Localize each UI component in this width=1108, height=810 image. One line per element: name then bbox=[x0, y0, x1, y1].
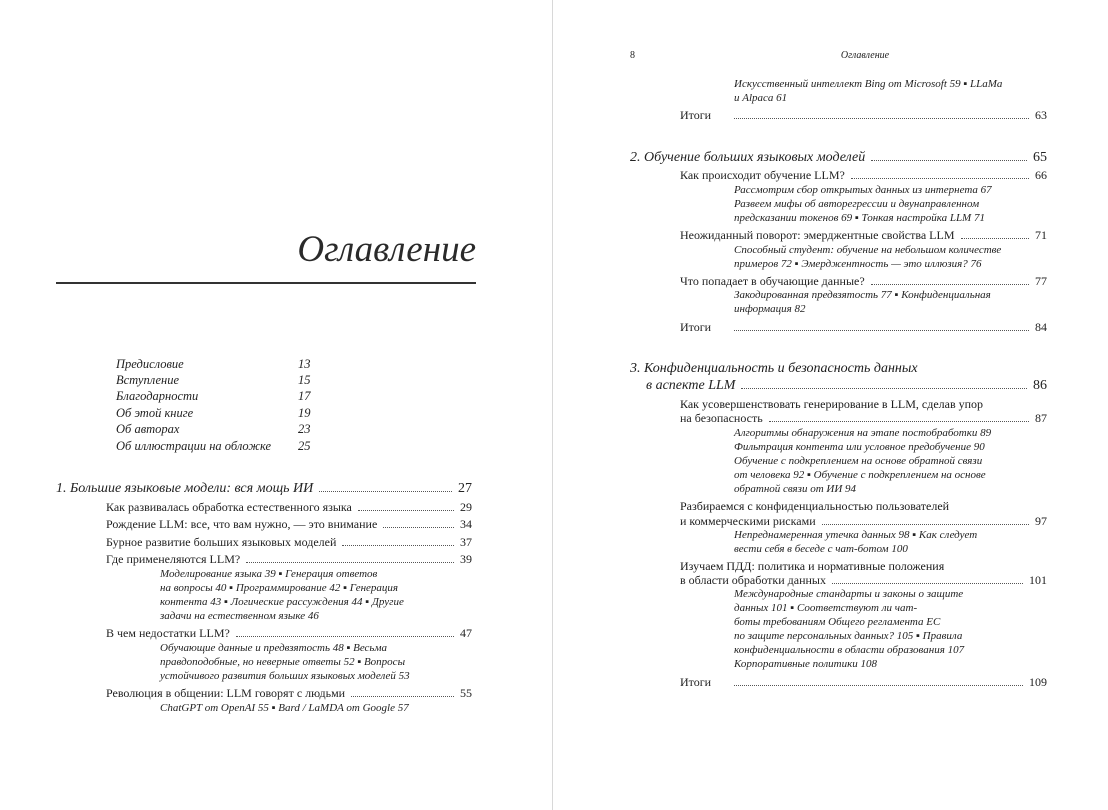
leader-dots bbox=[769, 420, 1029, 422]
chapter-page: 65 bbox=[1033, 150, 1047, 165]
running-header: Оглавление bbox=[840, 50, 890, 61]
chapter-title: 1. Большие языковые модели: вся мощь ИИ bbox=[56, 481, 314, 496]
subsection-line: Моделирование языка 39 ▪ Генерация ответов bbox=[160, 568, 378, 580]
summary-page: 63 bbox=[1035, 108, 1047, 122]
section-entry[interactable] bbox=[680, 573, 1047, 588]
section-page: 101 bbox=[1029, 573, 1047, 587]
section-title: на безопасность bbox=[680, 411, 763, 425]
leader-dots bbox=[734, 117, 1029, 119]
subsection-line: ChatGPT от OpenAI 55 ▪ Bard / LaMDA от Google 57 bbox=[160, 702, 409, 714]
subsection-line: Способный студент: обучение на небольшом количестве bbox=[734, 244, 1002, 256]
front-matter-page: 17 bbox=[298, 389, 311, 403]
section-title-line[interactable]: Изучаем ПДД: политика и нормативные положения bbox=[680, 559, 945, 573]
front-matter-page: 23 bbox=[298, 422, 311, 436]
chapter-page: 27 bbox=[458, 481, 472, 496]
summary-title: Итоги bbox=[680, 320, 712, 334]
front-matter-label[interactable]: Благодарности bbox=[116, 389, 199, 403]
leader-dots bbox=[383, 526, 454, 528]
section-page: 29 bbox=[460, 500, 472, 514]
subsection-line: вести себя в беседе с чат-ботом 100 bbox=[734, 543, 908, 555]
subsection-line: Фильтрация контента или условное предобучение 90 bbox=[734, 441, 985, 453]
subsection-line: информация 82 bbox=[734, 303, 806, 315]
section-page: 47 bbox=[460, 626, 472, 640]
leader-dots bbox=[236, 635, 454, 637]
subsection-line: Рассмотрим сбор открытых данных из интернета 67 bbox=[734, 184, 992, 196]
leader-dots bbox=[961, 237, 1029, 239]
leader-dots bbox=[734, 329, 1029, 331]
section-title: Бурное развитие больших языковых моделей bbox=[106, 535, 337, 549]
subsection-line: Обучение с подкреплением на основе обратной связи bbox=[734, 455, 983, 467]
leader-dots bbox=[832, 582, 1023, 584]
subsection-line: задачи на естественном языке 46 bbox=[160, 610, 319, 622]
subsection-line: предсказании токенов 69 ▪ Тонкая настройка LLM 71 bbox=[734, 212, 985, 224]
summary-entry[interactable] bbox=[680, 108, 1047, 123]
section-title: в области обработки данных bbox=[680, 573, 826, 587]
section-page: 71 bbox=[1035, 228, 1047, 242]
front-matter-label[interactable]: Предисловие bbox=[116, 357, 184, 371]
subsection-line: и Alpaca 61 bbox=[734, 92, 788, 104]
subsection-line: Обучающие данные и предвзятость 48 ▪ Весьма bbox=[160, 642, 387, 654]
subsection-line: данных 101 ▪ Соответствуют ли чат- bbox=[734, 602, 918, 614]
section-entry[interactable] bbox=[680, 228, 1047, 243]
section-page: 87 bbox=[1035, 411, 1047, 425]
page-number: 8 bbox=[630, 50, 635, 61]
leader-dots bbox=[734, 684, 1023, 686]
section-title: Как происходит обучение LLM? bbox=[680, 168, 845, 182]
front-matter-page: 25 bbox=[298, 439, 311, 453]
leader-dots bbox=[342, 544, 454, 546]
chapter-title-line[interactable]: 3. Конфиденциальность и безопасность данных bbox=[630, 361, 918, 376]
section-title-line[interactable]: Как усовершенствовать генерирование в LLM, сделав упор bbox=[680, 397, 984, 411]
front-matter-page: 15 bbox=[298, 373, 311, 387]
subsection-line: Непреднамеренная утечка данных 98 ▪ Как следует bbox=[734, 529, 978, 541]
page-title: Оглавление bbox=[297, 229, 476, 270]
section-entry[interactable] bbox=[106, 626, 472, 641]
subsection-line: Развеем мифы об авторегрессии и двунаправленном bbox=[734, 198, 980, 210]
front-matter-label[interactable]: Вступление bbox=[116, 373, 180, 387]
section-title: и коммерческими рисками bbox=[680, 514, 816, 528]
subsection-line: Алгоритмы обнаружения на этапе постобработки 89 bbox=[734, 427, 992, 439]
subsection-line: обратной связи от ИИ 94 bbox=[734, 483, 857, 495]
section-title: Как развивалась обработка естественного языка bbox=[106, 500, 352, 514]
summary-title: Итоги bbox=[680, 675, 712, 689]
section-entry[interactable] bbox=[106, 535, 472, 550]
section-title: В чем недостатки LLM? bbox=[106, 626, 230, 640]
leader-dots bbox=[246, 561, 454, 563]
front-matter-label[interactable]: Об авторах bbox=[116, 422, 180, 436]
section-page: 34 bbox=[460, 517, 472, 531]
leader-dots bbox=[822, 523, 1029, 525]
subsection-line: от человека 92 ▪ Обучение с подкреплением на основе bbox=[734, 469, 986, 481]
section-page: 55 bbox=[460, 686, 472, 700]
section-title: Где применеляются LLM? bbox=[106, 552, 241, 566]
section-page: 66 bbox=[1035, 168, 1047, 182]
summary-page: 109 bbox=[1029, 675, 1047, 689]
section-entry[interactable] bbox=[680, 274, 1047, 289]
section-entry[interactable] bbox=[106, 552, 472, 567]
leader-dots bbox=[351, 695, 454, 697]
section-title: Что попадает в обучающие данные? bbox=[680, 274, 865, 288]
subsection-line: правдоподобные, но неверные ответы 52 ▪ Вопросы bbox=[160, 656, 406, 668]
subsection-line: Закодированная предвзятость 77 ▪ Конфиденциальная bbox=[734, 289, 991, 301]
section-entry[interactable] bbox=[680, 168, 1047, 183]
page-gutter bbox=[552, 0, 553, 810]
chapter-title: 2. Обучение больших языковых моделей bbox=[630, 150, 866, 165]
section-title: Революция в общении: LLM говорят с людьми bbox=[106, 686, 346, 700]
subsection-line: контента 43 ▪ Логические рассуждения 44 ▪ Другие bbox=[160, 596, 404, 608]
section-page: 37 bbox=[460, 535, 472, 549]
section-page: 77 bbox=[1035, 274, 1047, 288]
subsection-line: Искусственный интеллект Bing от Microsoft 59 ▪ LLaMa bbox=[734, 78, 1003, 90]
leader-dots bbox=[358, 509, 454, 511]
chapter-entry[interactable] bbox=[56, 481, 472, 497]
leader-dots bbox=[871, 283, 1029, 285]
subsection-line: боты требованиям Общего регламента ЕС bbox=[734, 616, 941, 628]
summary-entry[interactable] bbox=[680, 675, 1047, 690]
chapter-page: 86 bbox=[1033, 378, 1047, 393]
chapter-title: в аспекте LLM bbox=[646, 378, 736, 393]
subsection-line: конфиденциальности в области образования 107 bbox=[734, 644, 965, 656]
subsection-line: примеров 72 ▪ Эмерджентность — это иллюзия? 76 bbox=[734, 258, 982, 270]
section-entry[interactable] bbox=[106, 686, 472, 701]
leader-dots bbox=[741, 387, 1027, 389]
section-page: 39 bbox=[460, 552, 472, 566]
chapter-entry[interactable] bbox=[646, 378, 1047, 394]
section-page: 97 bbox=[1035, 514, 1047, 528]
front-matter-label[interactable]: Об этой книге bbox=[116, 406, 194, 420]
subsection-line: по защите персональных данных? 105 ▪ Правила bbox=[734, 630, 963, 642]
subsection-line: Международные стандарты и законы о защите bbox=[734, 588, 964, 600]
section-entry[interactable] bbox=[106, 517, 472, 532]
title-rule bbox=[56, 282, 476, 284]
leader-dots bbox=[319, 490, 452, 492]
chapter-entry[interactable] bbox=[630, 150, 1047, 166]
section-entry[interactable] bbox=[680, 514, 1047, 529]
leader-dots bbox=[851, 177, 1029, 179]
front-matter-page: 13 bbox=[298, 357, 311, 371]
section-entry[interactable] bbox=[106, 500, 472, 515]
subsection-line: на вопросы 40 ▪ Программирование 42 ▪ Генерация bbox=[160, 582, 399, 594]
section-title: Неожиданный поворот: эмерджентные свойства LLM bbox=[680, 228, 955, 242]
leader-dots bbox=[871, 159, 1027, 161]
subsection-line: устойчивого развития больших языковых моделей 53 bbox=[160, 670, 410, 682]
summary-entry[interactable] bbox=[680, 320, 1047, 335]
front-matter-page: 19 bbox=[298, 406, 311, 420]
section-title: Рождение LLM: все, что вам нужно, — это внимание bbox=[106, 517, 378, 531]
section-title-line[interactable]: Разбираемся с конфиденциальностью пользователей bbox=[680, 499, 950, 513]
subsection-line: Корпоративные политики 108 bbox=[734, 658, 878, 670]
summary-title: Итоги bbox=[680, 108, 712, 122]
summary-page: 84 bbox=[1035, 320, 1047, 334]
section-entry[interactable] bbox=[680, 411, 1047, 426]
front-matter-label[interactable]: Об иллюстрации на обложке bbox=[116, 439, 272, 453]
